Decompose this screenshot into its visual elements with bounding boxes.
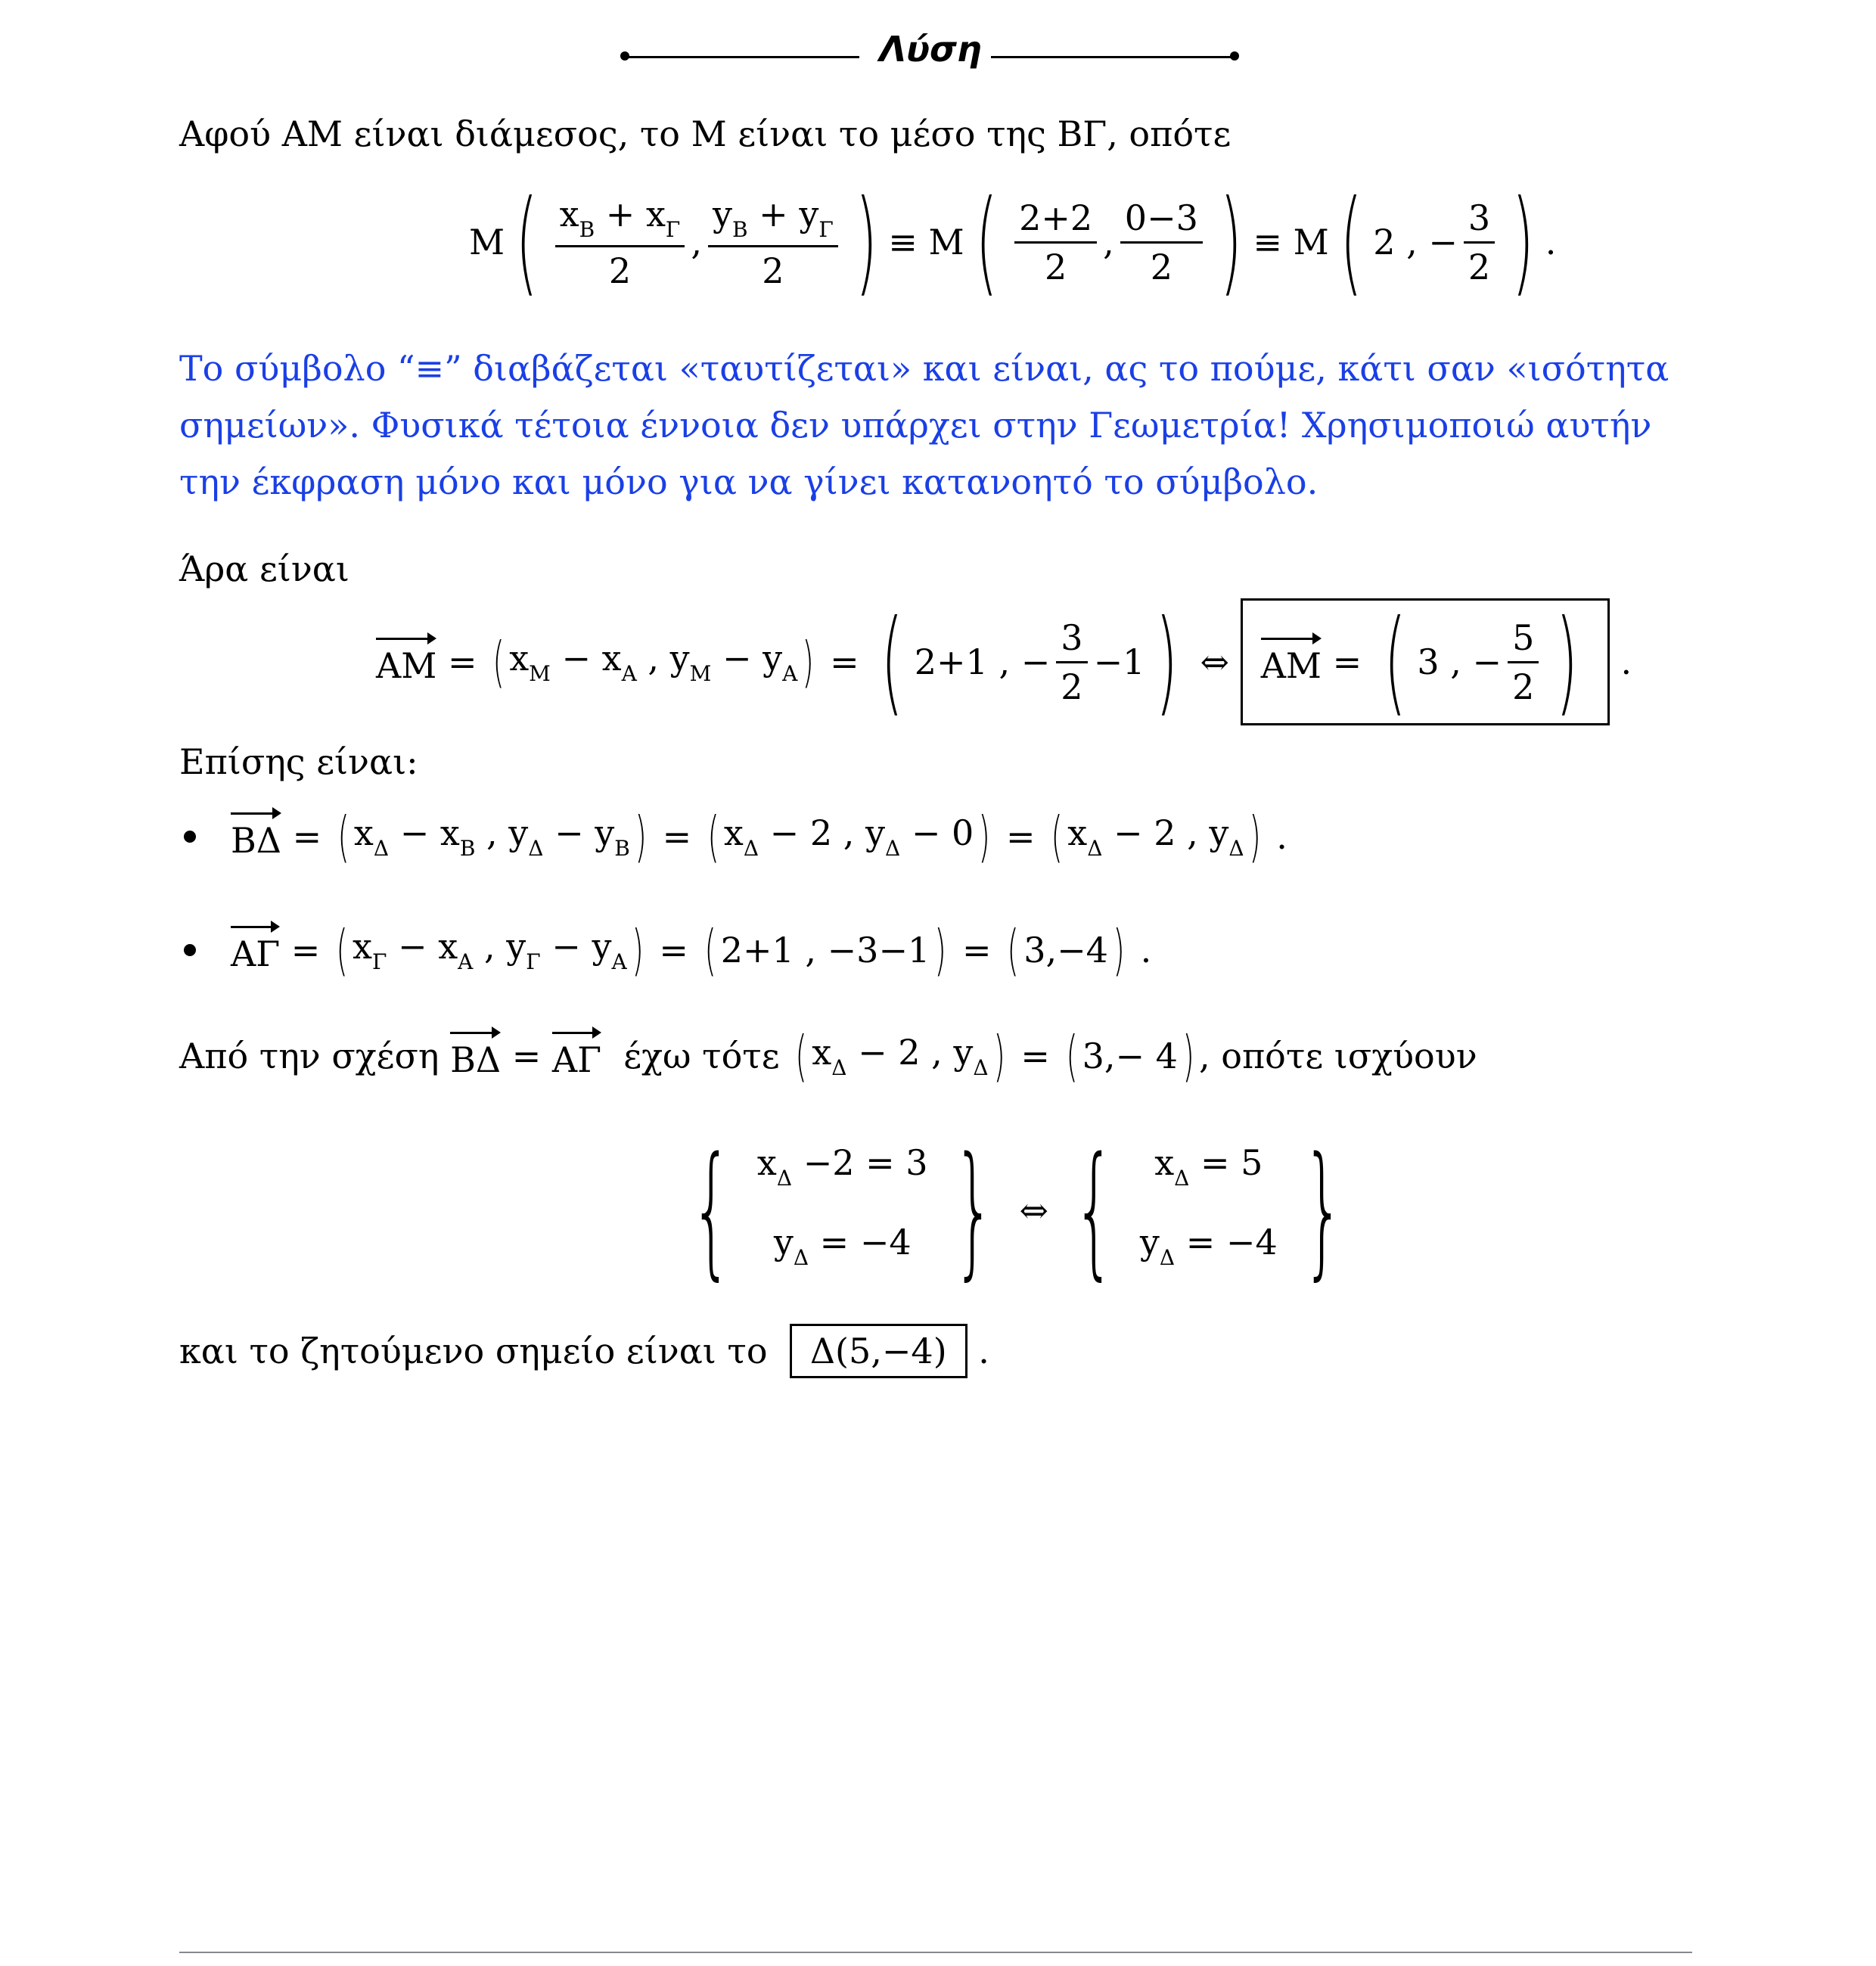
equation-system: { $x_\Delta -2 = 3$ $y_\Delta = -4$ } ⇔ { $x_\Delta = 5$ $y_\Delta = -4$ } (691, 1126, 1344, 1294)
header-right-rule (991, 56, 1233, 58)
paragraph-relation: Από την σχέση ΒΔ = ΑΓ έχω τότε ( $x_\Delta - 2$ , $y_\Delta$ ) = ( 3,− 4 ) , οπότε ισχύουν (179, 1024, 1477, 1088)
bullet-dot (184, 831, 196, 843)
paragraph-therefore: Άρα είναι (179, 548, 349, 589)
header-right-dot (1230, 51, 1239, 61)
paragraph-also: Επίσης είναι: (179, 741, 418, 782)
identity-symbol-note: Το σύμβολο “≡” διαβάζεται «ταυτίζεται» και είναι, ας το πούμε, κάτι σαν «ισότητα σημείων». Φυσικά τέτοια έννοια δεν υπάρχει στην Γεωμετρία! Χρησιμοποιώ αυτήν την έκφραση μόνο και μόνο για να γίνει κατανοητό το σύμβολο. (179, 348, 1669, 502)
footer-rule (179, 1952, 1692, 1953)
point-m-label: Μ (469, 222, 505, 262)
paragraph-median: Αφού ΑΜ είναι διάμεσος, το Μ είναι το μέσο της ΒΓ, οπότε (179, 113, 1232, 154)
solution-header (620, 29, 1241, 82)
vector-am-result-box: ΑΜ = ( 3 , − $\frac{5}{2}$ ) (1241, 598, 1610, 725)
solution-title: Λύση (879, 29, 982, 70)
midpoint-x-fraction: $\frac{x_B + x_\Gamma}{2}$ (555, 194, 685, 291)
vector-bd: ΒΔ (231, 812, 281, 861)
bullet-vector-ag: ΑΓ = ( $x_\Gamma - x_A$ , $y_\Gamma - y_A$ ) = ( 2+1 , −3−1 ) = ( 3,−4 ) . (184, 923, 1151, 977)
midpoint-y-fraction: $\frac{y_B + y_\Gamma}{2}$ (708, 194, 838, 291)
midpoint-equation: Μ ( $\frac{x_B + x_\Gamma}{2}$ , $\frac{y_B + y_\Gamma}{2}$ ) ≡ Μ ( $\frac{2+2}{2}$ , $\frac{0-3}{2}$ ) ≡ Μ ( 2 , − $\frac{3}{2}$ ) . (469, 176, 1557, 308)
vector-am-equation: ΑΜ = ( $x_M - x_A$ , $y_M - y_A$ ) = ( 2+1 , − $\frac{3}{2}$ −1 ) ⇔ ΑΜ = ( 3 , − $\frac{5}{2}$ ) . (376, 596, 1632, 728)
system-left: $x_\Delta -2 = 3$ $y_\Delta = -4$ (756, 1142, 928, 1270)
vector-am: ΑΜ (376, 638, 436, 686)
vector-ag: ΑΓ (231, 926, 280, 974)
bullet-dot (184, 944, 196, 956)
answer-box: Δ(5,−4) (790, 1324, 968, 1378)
system-right: $x_\Delta = 5$ $y_\Delta = -4$ (1139, 1142, 1278, 1270)
bullet-vector-bd: ΒΔ = ( $x_\Delta - x_B$ , $y_\Delta - y_B$ ) = ( $x_\Delta - 2$ , $y_\Delta - 0$ ) = ( $x_\Delta - 2$ , $y_\Delta$ ) . (184, 809, 1287, 864)
paragraph-answer: και το ζητούμενο σημείο είναι το Δ(5,−4) . (179, 1324, 989, 1378)
